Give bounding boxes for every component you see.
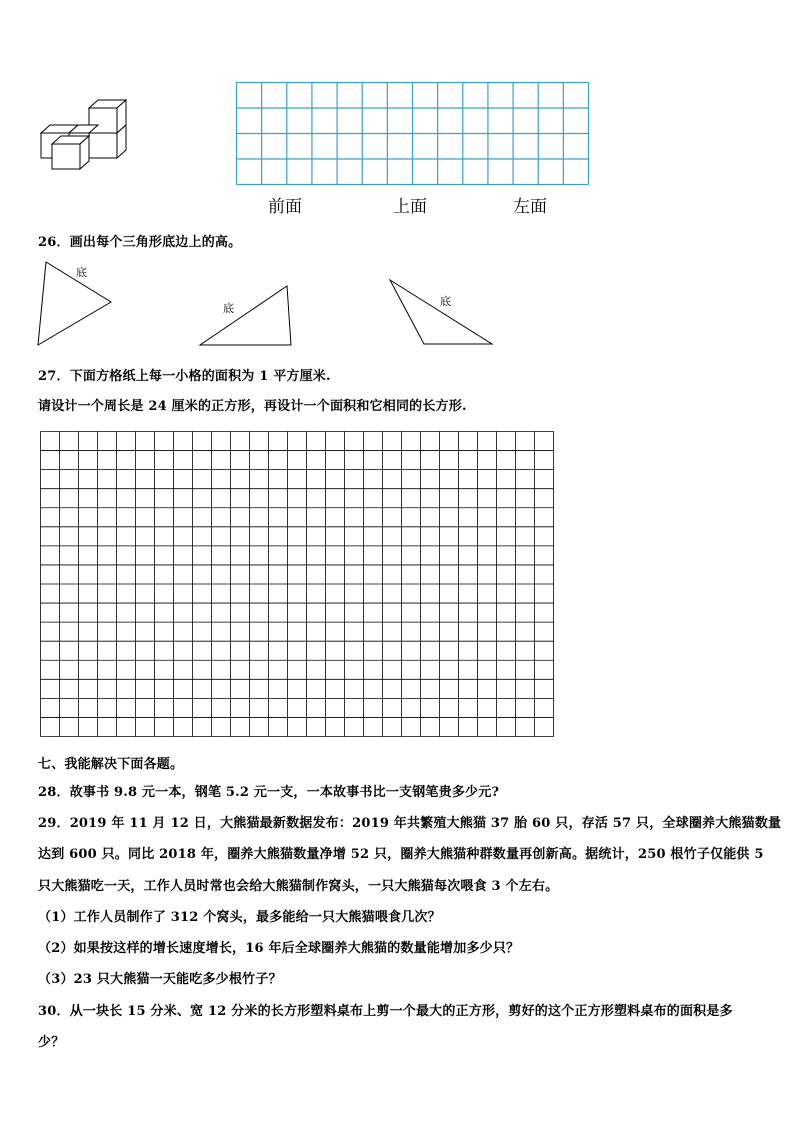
triangle-1-base-label: 底 xyxy=(76,266,87,279)
q29-sub-1: （1）工作人员制作了 312 个窝头，最多能给一只大熊猫喂食几次？ xyxy=(38,910,441,925)
square-grid xyxy=(40,431,554,737)
q29-line-2: 达到 600 只。同比 2018 年，圈养大熊猫数量净增 52 只，圈养大熊猫种群数量再创新高。据统计，250 根竹子仅能供 5 xyxy=(38,847,764,862)
section-7-heading: 七、我能解决下面各题。 xyxy=(38,757,184,772)
q29-sub-3: （3）23 只大熊猫一天能吃多少根竹子？ xyxy=(38,972,282,987)
triangle-2-base-label: 底 xyxy=(223,302,234,315)
view-label-top: 上面 xyxy=(393,197,427,217)
q30-line-1: 30．从一块长 15 分米、宽 12 分米的长方形塑料桌布上剪一个最大的正方形，剪好的这个正方形塑料桌布的面积是多 xyxy=(38,1004,733,1019)
view-label-front: 前面 xyxy=(268,197,302,217)
triangle-3 xyxy=(388,278,498,348)
cube-stack-figure xyxy=(36,96,136,171)
q27-line-2: 请设计一个周长是 24 厘米的正方形，再设计一个面积和它相同的长方形. xyxy=(38,399,467,414)
view-label-left: 左面 xyxy=(513,197,547,217)
q26-text: 26．画出每个三角形底边上的高。 xyxy=(38,235,242,250)
q29-line-1: 29．2019 年 11 月 12 日，大熊猫最新数据发布：2019 年共繁殖大熊猫 37 胎 60 只，存活 57 只，全球圈养大熊猫数量 xyxy=(38,816,782,831)
triangle-2 xyxy=(198,284,293,349)
triangle-3-base-label: 底 xyxy=(440,295,451,308)
q27-line-1: 27．下面方格纸上每一小格的面积为 1 平方厘米. xyxy=(38,369,331,384)
view-grid xyxy=(236,82,589,185)
q30-line-2: 少？ xyxy=(38,1035,65,1050)
q29-sub-2: （2）如果按这样的增长速度增长，16 年后全球圈养大熊猫的数量能增加多少只？ xyxy=(38,941,520,956)
q28-text: 28．故事书 9.8 元一本，钢笔 5.2 元一支，一本故事书比一支钢笔贵多少元? xyxy=(38,785,500,800)
q29-line-3: 只大熊猫吃一天，工作人员时常也会给大熊猫制作窝头，一只大熊猫每次喂食 3 个左右。 xyxy=(38,879,559,894)
